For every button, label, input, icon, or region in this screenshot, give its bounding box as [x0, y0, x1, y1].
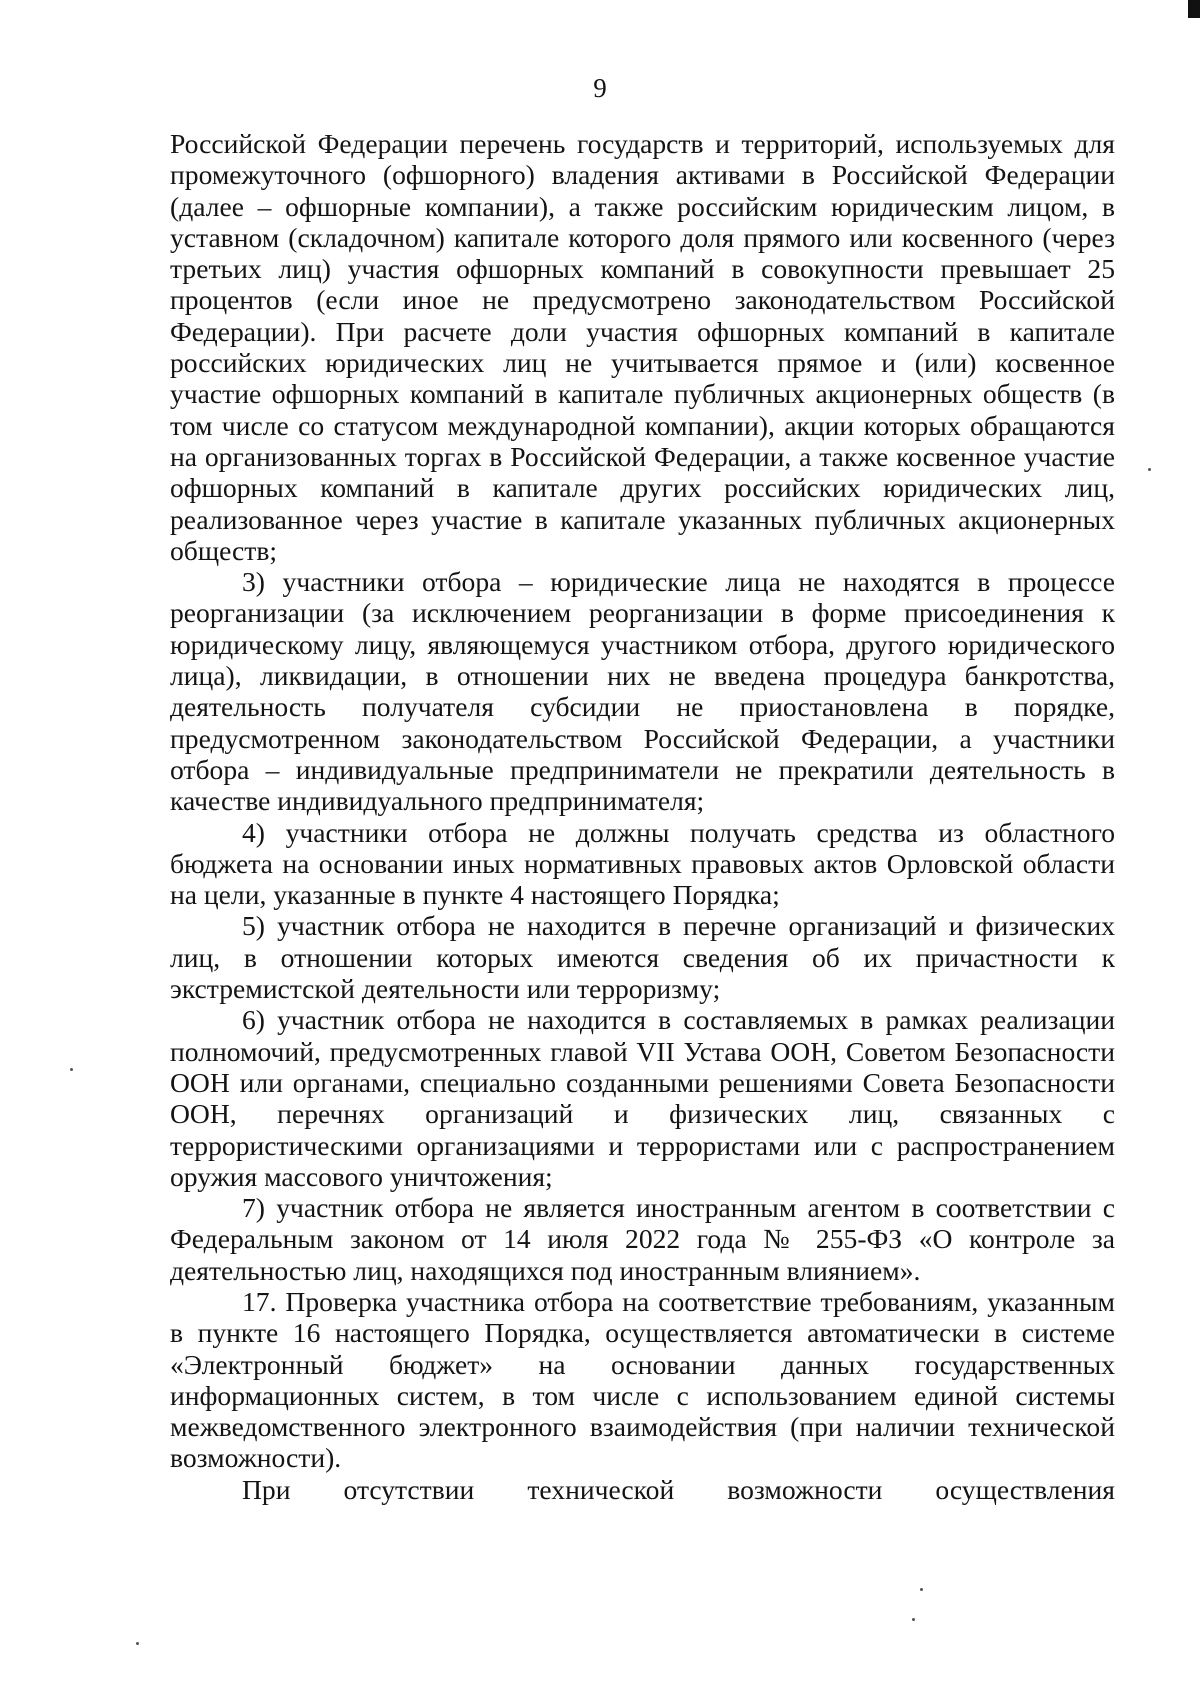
paragraph-clause-17-verification: 17. Проверка участника отбора на соответствие требованиям, указанным в пункте 16 настоящего Порядка, осуществляется автоматически в системе «Электронный бюджет» на основании данных государственных информационных систем, в том числе с использованием единой системы межведомственного электронного взаимодействия (при наличии технической возможности). [170, 1285, 1115, 1474]
paragraph-item-3-reorganization: 3) участники отбора – юридические лица не находятся в процессе реорганизации (за исключением реорганизации в форме присоединения к юридическому лицу, являющемуся участником отбора, другого юридического лица), ликвидации, в отношении них не введена процедура банкротства, деятельность получателя субсидии не приостановлена в порядке, предусмотренном законодательством Российской Федерации, а участники отбора – индивидуальные предприниматели не прекратили деятельность в качестве индивидуального предпринимателя; [170, 566, 1115, 817]
paragraph-item-6-un-lists: 6) участник отбора не находится в составляемых в рамках реализации полномочий, предусмотренных главой VII Устава ООН, Советом Безопасности ООН или органами, специально созданными решениями Совета Безопасности ООН, перечнях организаций и физических лиц, связанных с террористическими организациями и террористами или с распространением оружия массового уничтожения; [170, 1004, 1115, 1192]
page-number: 9 [593, 73, 607, 103]
paragraph-item-4-regional-budget: 4) участники отбора не должны получать средства из областного бюджета на основании иных нормативных правовых актов Орловской области на цели, указанные в пункте 4 настоящего Порядка; [170, 816, 1115, 911]
paragraph-item-7-foreign-agent: 7) участник отбора не является иностранным агентом в соответствии с Федеральным законом от 14 июля 2022 года № 255-ФЗ «О контроле за деятельностью лиц, находящихся под иностранным влиянием». [170, 1192, 1115, 1286]
scan-speck [136, 1642, 139, 1645]
scan-speck [1148, 468, 1151, 471]
scan-speck [920, 1588, 923, 1591]
paragraph-item-5-extremism-list: 5) участник отбора не находится в перечне организаций и физических лиц, в отношении которых имеются сведения об их причастности к экстремистской деятельности или терроризму; [170, 910, 1115, 1005]
paragraph-offshore-companies: Российской Федерации перечень государств и территорий, используемых для промежуточного (офшорного) владения активами в Российской Федерации (далее – офшорные компании), а также российским юридическим лицом, в уставном (складочном) капитале которого доля прямого или косвенного (через третьих лиц) участия офшорных компаний в совокупности превышает 25 процентов (если иное не предусмотрено законодательством Российской Федерации). При расчете доли участия офшорных компаний в капитале российских юридических лиц не учитывается прямое и (или) косвенное участие офшорных компаний в капитале публичных акционерных обществ (в том числе со статусом международной компании), акции которых обращаются на организованных торгах в Российской Федерации, а также косвенное участие офшорных компаний в капитале других российских юридических лиц, реализованное через участие в капитале указанных публичных акционерных обществ; [170, 128, 1115, 566]
paragraph-continuation: При отсутствии технической возможности осуществления [242, 1473, 1115, 1505]
document-body [170, 128, 1115, 1505]
scan-edge-mark [1188, 0, 1200, 18]
scan-speck [912, 1618, 915, 1621]
scan-speck [70, 1068, 73, 1071]
